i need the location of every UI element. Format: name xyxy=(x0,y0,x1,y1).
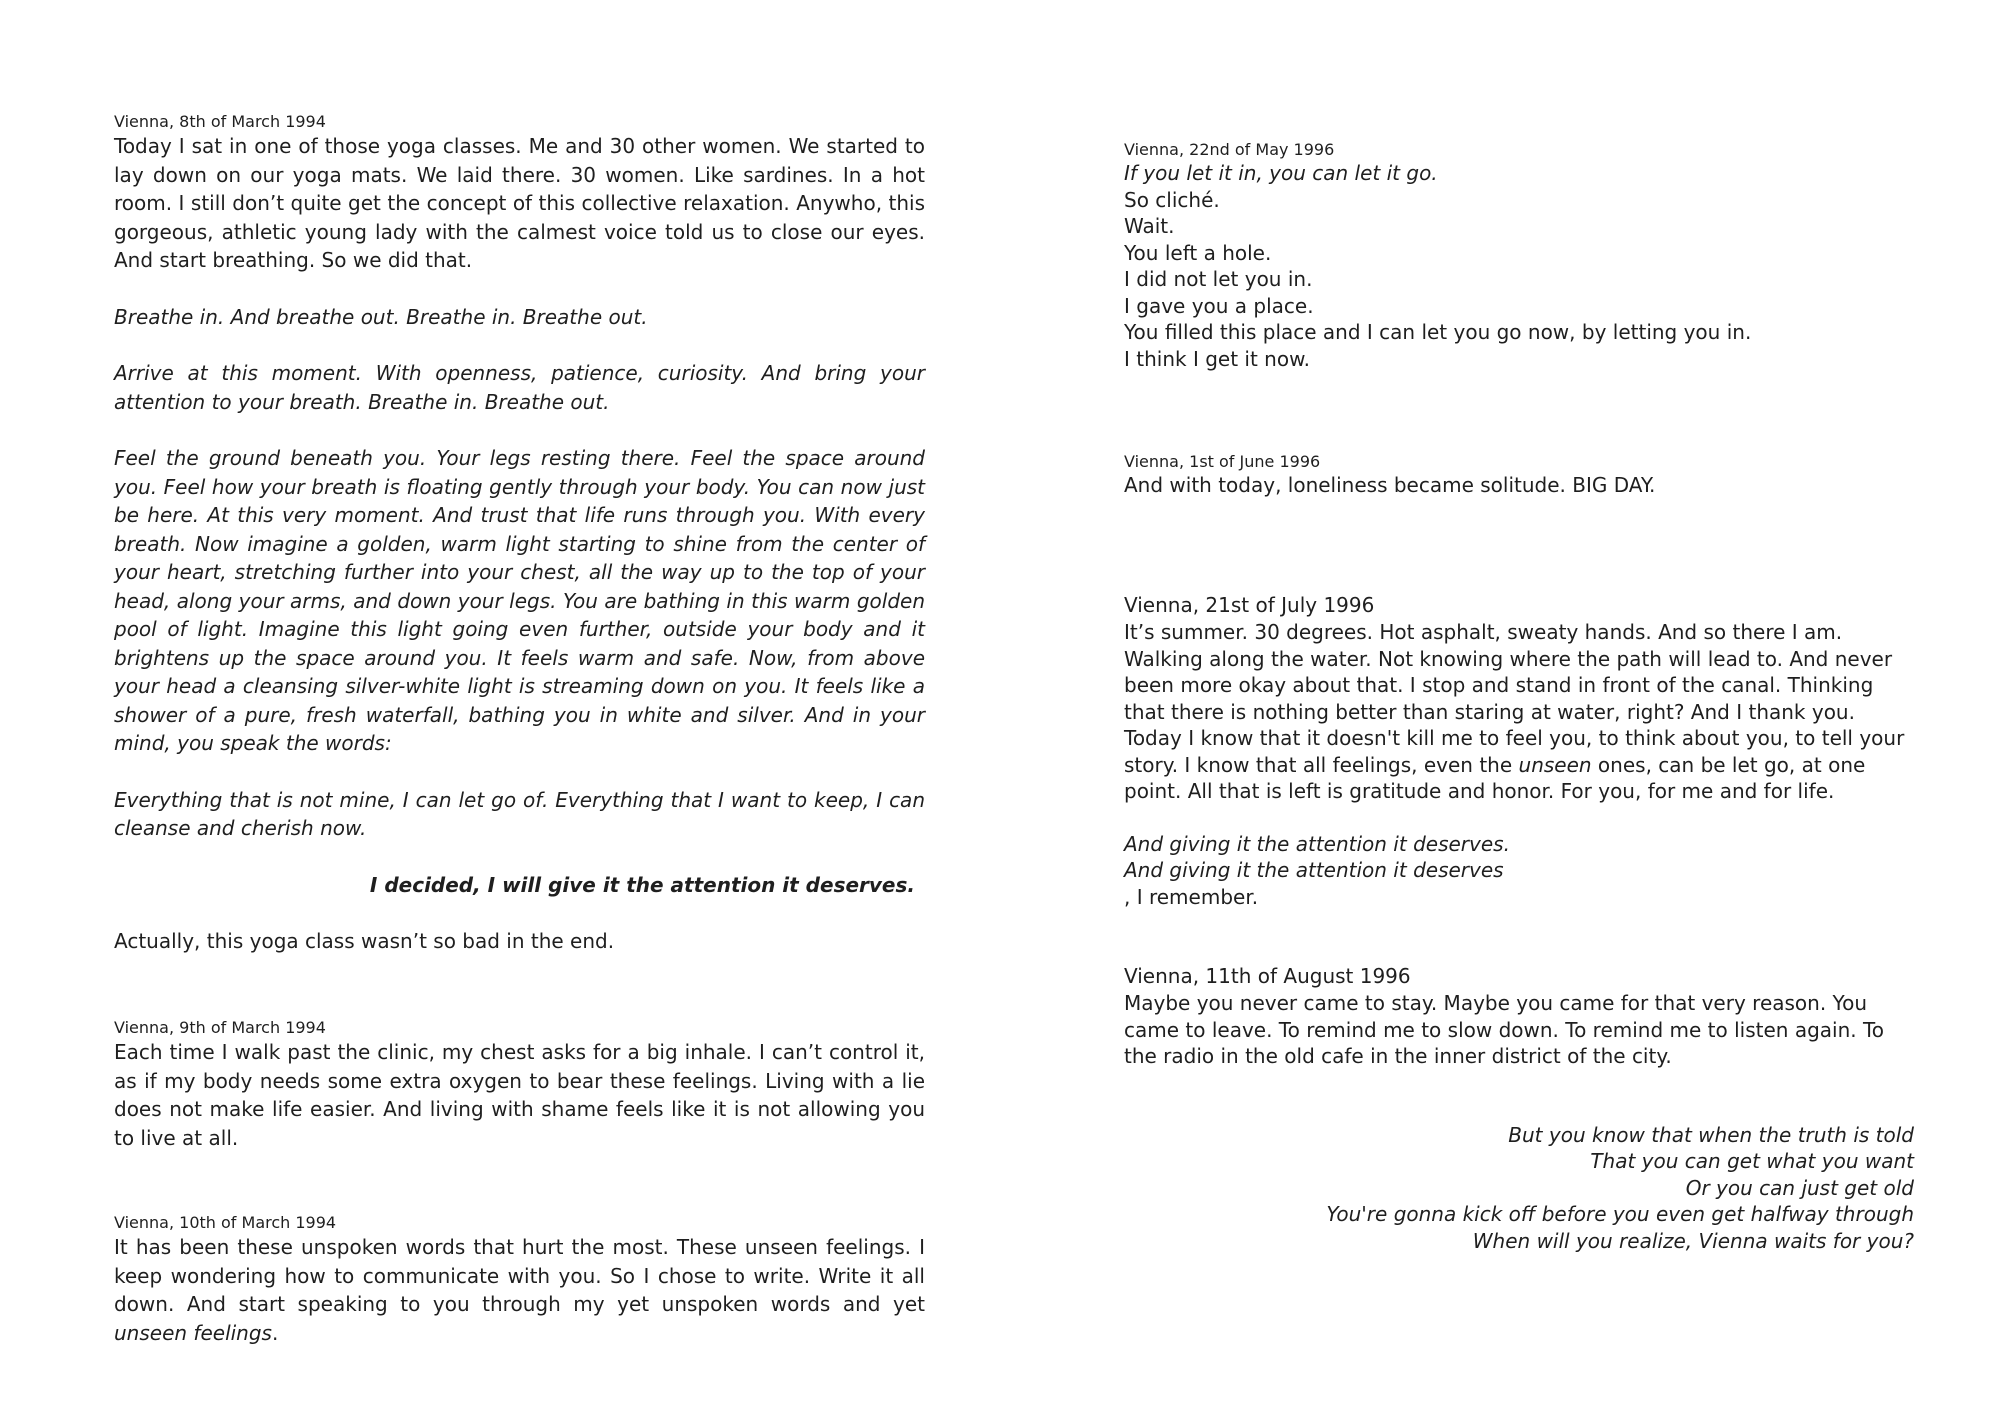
lyric-line: When will you realize, Vienna waits for you? xyxy=(1472,1228,1914,1253)
text-run-italic: And giving it the attention it deserves xyxy=(1124,858,1504,882)
entry-1-june-1996 xyxy=(1124,452,1914,499)
entry-paragraph xyxy=(1124,619,1914,805)
entry-paragraph: Maybe you never came to stay. Maybe you came for that very reason. You came to leave. To remind me to slow down. To remind me to listen again. To the radio in the old cafe in the inner district of the city. xyxy=(1124,991,1885,1068)
text-run: , I remember. xyxy=(1124,884,1259,909)
text-run: It has been these unspoken words that hurt the most. These unseen feelings. I keep wondering how to communicate with you. So I chose to write. Write it all down. And start speaking to you through my yet unspoken words and yet xyxy=(114,1235,925,1316)
entry-10-march-1994 xyxy=(114,1213,925,1347)
entry-date: Vienna, 8th of March 1994 xyxy=(114,112,326,131)
text-run: . xyxy=(271,1320,279,1345)
entry-line: So cliché. xyxy=(1124,187,1220,212)
entry-date: Vienna, 11th of August 1996 xyxy=(1124,964,1411,988)
text-run: ones, can be let go, at one point. All that is left is gratitude and honor. For you, for me and for life. xyxy=(1124,752,1866,803)
lyric-line: That you can get what you want xyxy=(1590,1149,1914,1173)
song-lyrics xyxy=(1124,1122,1914,1255)
text-run-italic: unseen feelings xyxy=(114,1320,272,1345)
entry-line: Wait. xyxy=(1124,214,1175,238)
entry-line xyxy=(1124,857,1914,910)
entry-paragraph: Feel the ground beneath you. Your legs resting there. Feel the space around you. Feel how your breath is floating gently through your body. You can now just be here. At this very moment. And trust that life runs through you. With every breath. Now imagine a golden, warm light starting to shine from the center of your heart, stretching further into your chest, all the way up to the top of your head, along your arms, and down your legs. You are bathing in this warm golden pool of light. Imagine this light going even further, outside your body and it brightens up the space around you. It feels warm and safe. Now, from above your head a cleansing silver-white light is streaming down on you. It feels like a shower of a pure, fresh waterfall, bathing you in white and silver. And in your mind, you speak the words: xyxy=(114,446,925,755)
entry-emphasis-line: I decided, I will give it the attention it deserves. xyxy=(369,872,915,897)
entry-date: Vienna, 9th of March 1994 xyxy=(114,1018,326,1037)
entry-paragraph: Each time I walk past the clinic, my chest asks for a big inhale. I can’t control it, as if my body needs some extra oxygen to bear these feelings. Living with a lie does not make life easier. And living with shame feels like it is not allowing you to live at all. xyxy=(114,1040,925,1150)
entry-line: You left a hole. xyxy=(1124,240,1272,265)
entry-8-march-1994 xyxy=(114,112,925,955)
entry-paragraph: Today I sat in one of those yoga classes. Me and 30 other women. We started to lay down on our yoga mats. We laid there. 30 women. Like sardines. In a hot room. I still don’t quite get the concept of this collective relaxation. Anywho, this gorgeous, athletic young lady with the calmest voice told us to close our eyes. And start breathing. So we did that. xyxy=(114,134,925,272)
entry-21-july-1996 xyxy=(1124,591,1914,910)
entry-11-august-1996 xyxy=(1124,962,1914,1254)
lyric-line: You're gonna kick off before you even get halfway through xyxy=(1326,1202,1914,1226)
entry-line: You filled this place and I can let you go now, by letting you in. xyxy=(1124,320,1752,344)
entry-date: Vienna, 1st of June 1996 xyxy=(1124,452,1321,471)
entry-line: And with today, loneliness became solitude. BIG DAY. xyxy=(1124,473,1656,497)
entry-lines xyxy=(1124,472,1914,499)
lyric-line: Or you can just get old xyxy=(1685,1175,1914,1200)
entry-paragraph: Everything that is not mine, I can let go of. Everything that I want to keep, I can cleanse and cherish now. xyxy=(114,787,925,840)
entry-date: Vienna, 10th of March 1994 xyxy=(114,1213,337,1232)
entry-line: If you let it in, you can let it go. xyxy=(1124,161,1438,185)
entry-22-may-1996 xyxy=(1124,140,1914,372)
entry-paragraph: Actually, this yoga class wasn’t so bad in the end. xyxy=(114,928,615,953)
text-run-italic: unseen xyxy=(1518,752,1592,777)
entry-line: And giving it the attention it deserves. xyxy=(1124,831,1510,856)
entry-paragraph xyxy=(114,1233,925,1347)
text-run: It’s summer. 30 degrees. Hot asphalt, sweaty hands. And so there I am. Walking along the water. Not knowing where the path will lead to. And never been more okay about that. I stop and stand in front of the canal. Thinking that there is nothing better than staring at water, right? And I thank you. Today I know that it doesn't kill me to feel you, to think about you, to tell your story. I know that all feelings, even the xyxy=(1124,620,1905,777)
entry-lines xyxy=(1124,160,1914,372)
entry-paragraph: Arrive at this moment. With openness, patience, curiosity. And bring your attention to your breath. Breathe in. Breathe out. xyxy=(114,361,925,414)
entry-line: I did not let you in. xyxy=(1124,267,1313,291)
entry-date: Vienna, 21st of July 1996 xyxy=(1124,593,1375,617)
entry-9-march-1994 xyxy=(114,1018,925,1152)
entry-paragraph: Breathe in. And breathe out. Breathe in. Breathe out. xyxy=(114,304,648,329)
lyric-line: But you know that when the truth is told xyxy=(1508,1122,1914,1147)
entry-line: I gave you a place. xyxy=(1124,293,1314,318)
entry-line: I think I get it now. xyxy=(1124,346,1310,371)
entry-date: Vienna, 22nd of May 1996 xyxy=(1124,140,1335,159)
entry-lines xyxy=(1124,831,1914,911)
